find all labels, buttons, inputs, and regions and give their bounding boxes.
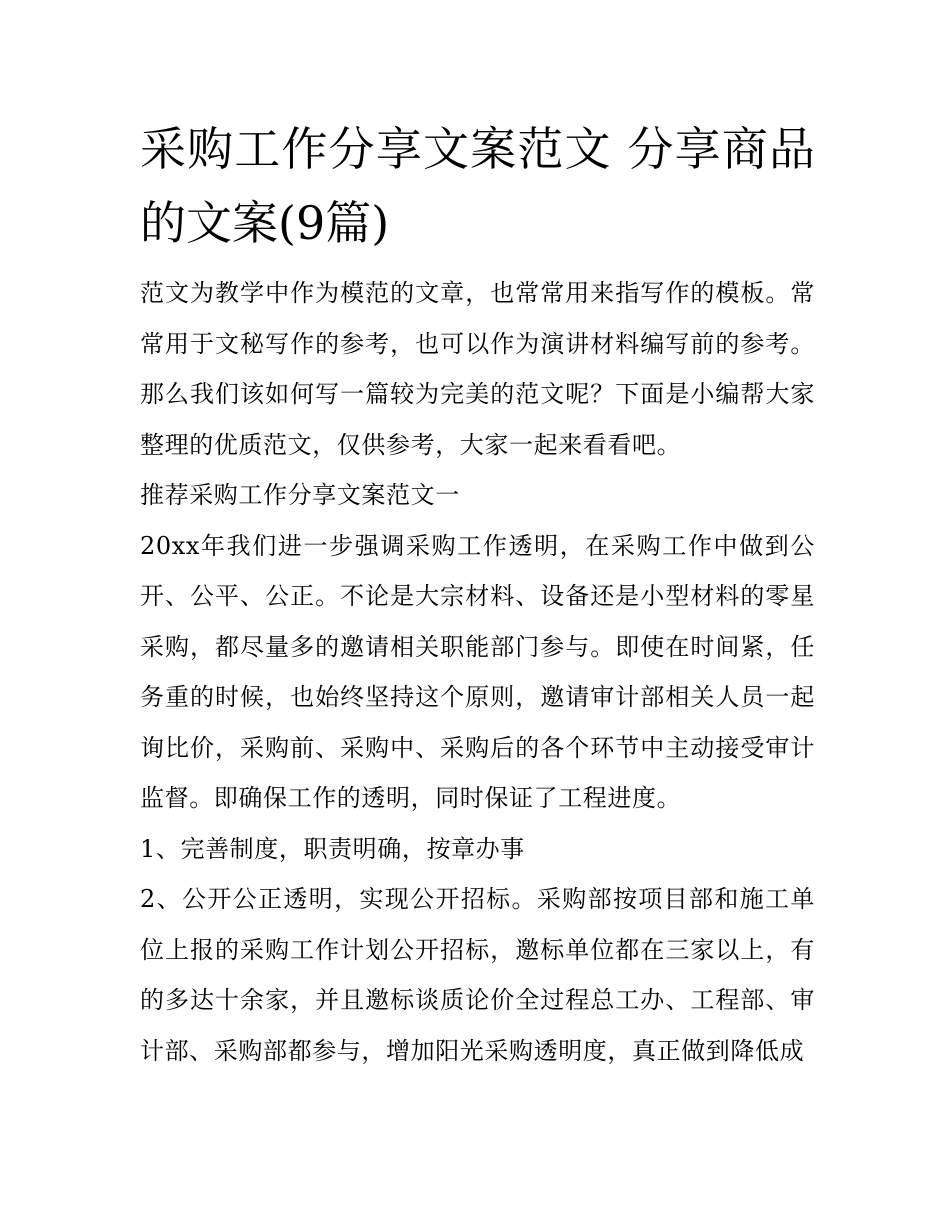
list-item-1: 1、完善制度，职责明确，按章办事 — [140, 834, 525, 863]
list-item-2: 2、公开公正透明，实现公开招标。采购部按项目部和施工单位上报的采购工作计划公开招标，邀标单位都在三家以上，有的多达十余家，并且邀标谈质论价全过程总工办、工程部、审计部、采购部都参与，增加阳光采购透明度，真正做到降低成 — [140, 885, 815, 1065]
section-heading: 推荐采购工作分享文案范文一 — [140, 481, 460, 509]
document-title: 采购工作分享文案范文 分享商品的文案(9篇) — [140, 122, 815, 250]
intro-paragraph: 范文为教学中作为模范的文章，也常常用来指写作的模板。常常用于文秘写作的参考，也可以作为演讲材料编写前的参考。那么我们该如何写一篇较为完美的范文呢？下面是小编帮大家整理的优质范文，仅供参考，大家一起来看看吧。 — [140, 279, 815, 459]
document-body — [140, 112, 815, 1076]
body-paragraph-1: 20xx年我们进一步强调采购工作透明，在采购工作中做到公开、公平、公正。不论是大宗材料、设备还是小型材料的零星采购，都尽量多的邀请相关职能部门参与。即使在时间紧，任务重的时候，也始终坚持这个原则，邀请审计部相关人员一起询比价，采购前、采购中、采购后的各个环节中主动接受审计监督。即确保工作的透明，同时保证了工程进度。 — [140, 531, 815, 812]
